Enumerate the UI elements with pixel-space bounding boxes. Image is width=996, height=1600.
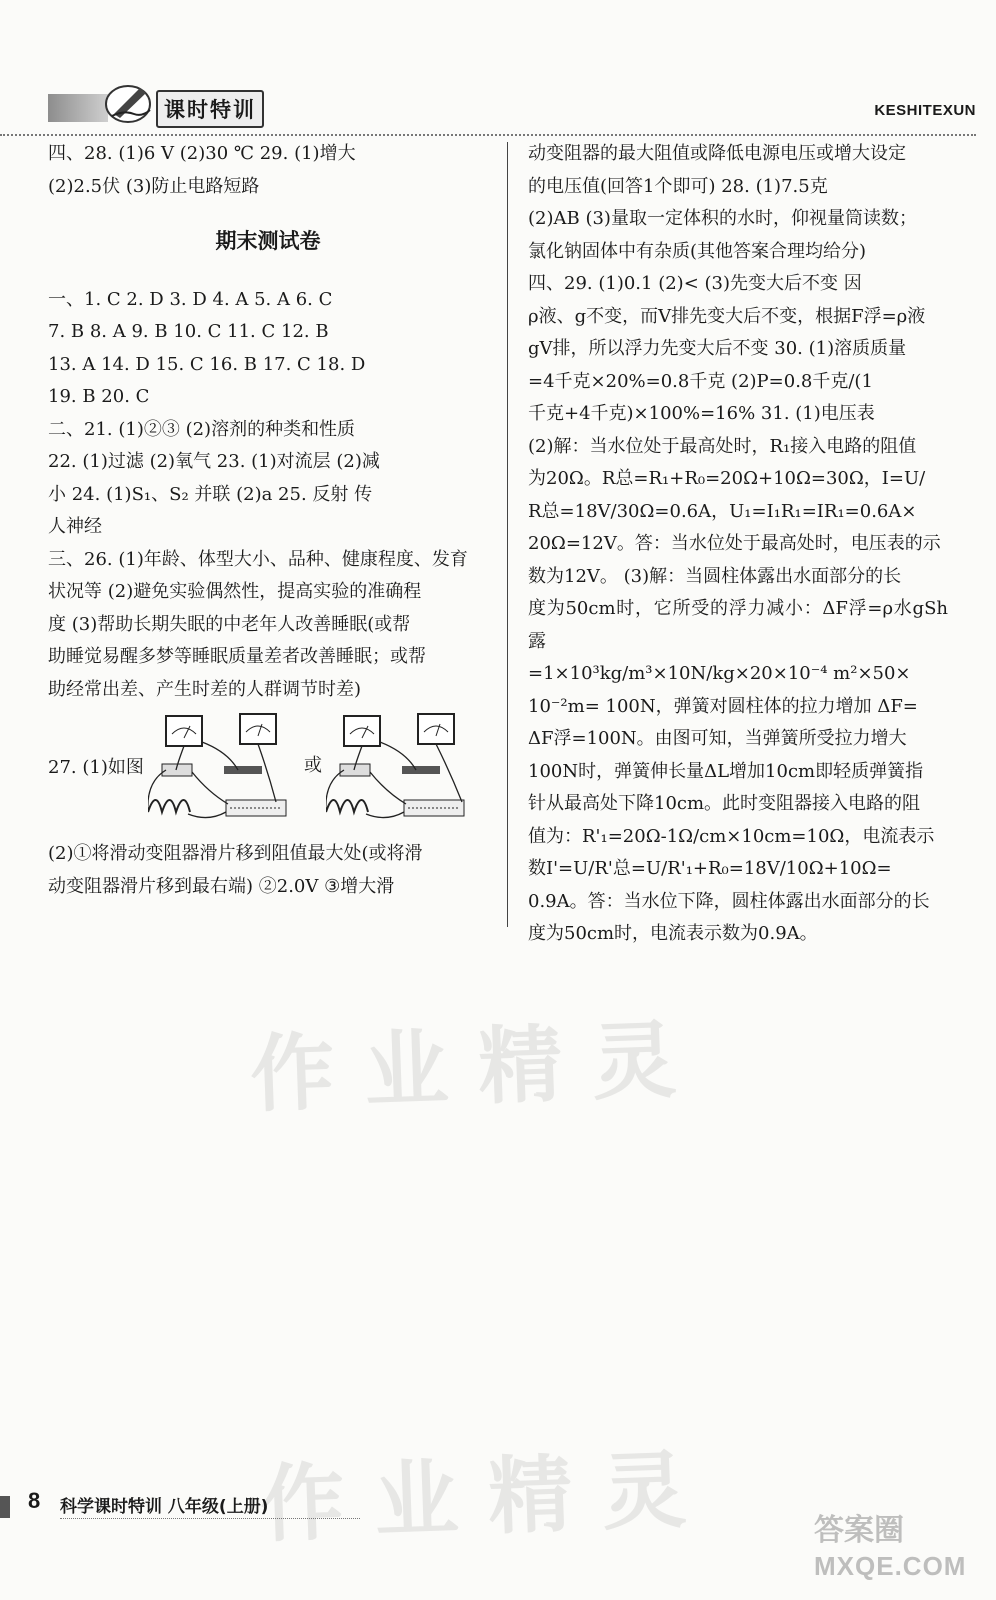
answer-line: 四、28. (1)6 V (2)30 ℃ 29. (1)增大	[48, 143, 356, 164]
section-title: 期末测试卷	[215, 229, 321, 253]
header-bar	[48, 94, 108, 122]
answer-line: 0.9A。答：当水位下降，圆柱体露出水面部分的长	[528, 890, 930, 912]
answer-line: 为20Ω。R总=R₁+R₀=20Ω+10Ω=30Ω，I=U/	[528, 468, 926, 489]
stamp-url: MXQE.COM	[814, 1551, 967, 1581]
answer-line: 千克+4千克)×100%=16% 31. (1)电压表	[528, 403, 875, 424]
answer-line: (2)解：当水位处于最高处时，R₁接入电路的阻值	[528, 435, 917, 457]
answer-line: =4千克×20%=0.8千克 (2)P=0.8千克/(1	[528, 370, 873, 392]
column-divider	[507, 142, 508, 927]
answer-line: 数I'=U/R'总=U/R'₁+R₀=18V/10Ω+10Ω=	[528, 858, 892, 879]
q27-label: 27. (1)如图	[48, 757, 144, 778]
answer-line: ΔF浮=100N。由图可知，当弹簧所受拉力增大	[528, 728, 907, 749]
answer-line: 13. A 14. D 15. C 16. B 17. C 18. D	[48, 353, 366, 375]
circuit-diagram-1	[148, 712, 298, 830]
left-column	[48, 138, 488, 903]
answer-line: 度为50cm时，它所受的浮力减小：ΔF浮=ρ水gSh露	[528, 598, 948, 652]
q27-figure	[48, 712, 488, 830]
answer-line: gV排，所以浮力先变大后不变 30. (1)溶质质量	[528, 338, 907, 359]
answer-line: 三、26. (1)年龄、体型大小、品种、健康程度、发育	[48, 548, 468, 570]
answer-line: 数为12V。 (3)解：当圆柱体露出水面部分的长	[528, 565, 902, 587]
answer-line: R总=18V/30Ω=0.6A，U₁=I₁R₁=IR₁=0.6A×	[528, 500, 917, 522]
answer-line: 人神经	[48, 516, 102, 537]
or-label: 或	[304, 755, 322, 776]
footer-mark	[0, 1496, 10, 1518]
answer-line: 二、21. (1)②③ (2)溶剂的种类和性质	[48, 418, 356, 440]
answer-line: (2)2.5伏 (3)防止电路短路	[48, 175, 260, 197]
right-column	[528, 138, 948, 951]
answer-line: 的电压值(回答1个即可) 28. (1)7.5克	[528, 175, 828, 197]
answer-line: 度为50cm时，电流表示数为0.9A。	[528, 923, 818, 944]
stamp-text: 答案圈	[814, 1513, 904, 1548]
answer-line: 度 (3)帮助长期失眠的中老年人改善睡眠(或帮	[48, 613, 411, 635]
answer-line: 四、29. (1)0.1 (2)< (3)先变大后不变 因	[528, 273, 862, 294]
answer-line: 100N时，弹簧伸长量ΔL增加10cm即轻质弹簧指	[528, 760, 924, 782]
site-stamp	[808, 1505, 968, 1593]
page-number: 8	[28, 1488, 41, 1513]
page-header	[48, 80, 976, 126]
answer-line: (2)AB (3)量取一定体积的水时，仰视量筒读数；	[528, 208, 917, 229]
answer-line: 值为：R'₁=20Ω-1Ω/cm×10cm=10Ω，电流表示	[528, 825, 935, 847]
footer-divider	[60, 1518, 360, 1519]
watermark: 作业精灵	[258, 1440, 718, 1554]
answer-line: 22. (1)过滤 (2)氧气 23. (1)对流层 (2)减	[48, 451, 380, 472]
header-title: 课时特训	[156, 90, 264, 128]
answer-line: 7. B 8. A 9. B 10. C 11. C 12. B	[48, 321, 329, 342]
circuit-diagram-2	[326, 712, 476, 830]
answer-line: 动变阻器滑片移到最右端) ②2.0V ③增大滑	[48, 875, 395, 897]
answer-line: (2)①将滑动变阻器滑片移到阻值最大处(或将滑	[48, 843, 423, 864]
answer-line: 氯化钠固体中有杂质(其他答案合理均给分)	[528, 240, 867, 262]
answer-line: 19. B 20. C	[48, 386, 150, 407]
answer-line: 针从最高处下降10cm。此时变阻器接入电路的阻	[528, 793, 921, 814]
watermark: 作业精灵	[248, 1010, 708, 1124]
answer-line: 10⁻²m= 100N，弹簧对圆柱体的拉力增加 ΔF=	[528, 695, 918, 717]
answer-line: 小 24. (1)S₁、S₂ 并联 (2)a 25. 反射 传	[48, 483, 373, 505]
answer-line: 动变阻器的最大阻值或降低电源电压或增大设定	[528, 143, 906, 164]
answer-line: 助经常出差、产生时差的人群调节时差)	[48, 678, 362, 700]
answer-line: 状况等 (2)避免实验偶然性，提高实验的准确程	[48, 581, 422, 602]
answer-line: 助睡觉易醒多梦等睡眠质量差者改善睡眠；或帮	[48, 646, 426, 667]
answer-line: 20Ω=12V。答：当水位处于最高处时，电压表的示	[528, 533, 941, 554]
pen-logo-icon	[104, 80, 156, 124]
book-title: 科学课时特训 八年级(上册)	[60, 1497, 269, 1517]
header-divider	[0, 134, 976, 136]
answer-line: 一、1. C 2. D 3. D 4. A 5. A 6. C	[48, 288, 333, 310]
header-code: KESHITEXUN	[874, 102, 976, 119]
answer-line: ρ液、g不变，而V排先变大后不变，根据F浮=ρ液	[528, 305, 926, 327]
answer-line: =1×10³kg/m³×10N/kg×20×10⁻⁴ m²×50×	[528, 663, 911, 684]
